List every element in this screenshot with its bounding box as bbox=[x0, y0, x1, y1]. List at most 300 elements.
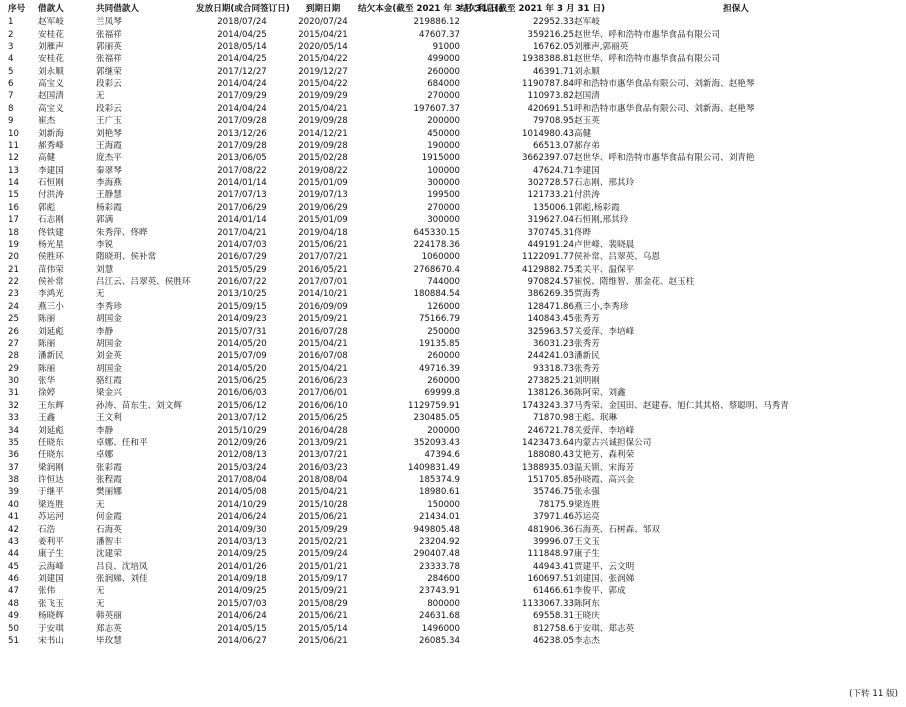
cell-coborrower: 无 bbox=[96, 598, 105, 609]
cell-coborrower: 韩英丽 bbox=[96, 611, 122, 622]
cell-guarantor: 柔关平、温保平 bbox=[574, 264, 635, 275]
cell-interest: 1938388.81 bbox=[522, 54, 574, 65]
cell-seq: 43 bbox=[8, 536, 19, 547]
cell-borrower: 佟铁建 bbox=[38, 227, 64, 238]
cell-interest: 481906.36 bbox=[527, 524, 574, 535]
cell-interest: 1388935.03 bbox=[522, 462, 574, 473]
cell-coborrower: 李静 bbox=[96, 425, 114, 436]
cell-coborrower: 潘智丰 bbox=[96, 536, 122, 547]
cell-coborrower: 张润娣、刘佳 bbox=[96, 574, 148, 585]
cell-seq: 42 bbox=[8, 524, 19, 535]
cell-interest: 35746.75 bbox=[532, 487, 574, 498]
cell-due-date: 2015/08/29 bbox=[298, 598, 348, 609]
cell-interest: 39996.07 bbox=[532, 536, 574, 547]
cell-due-date: 2019/12/27 bbox=[298, 66, 348, 77]
cell-due-date: 2015/09/21 bbox=[298, 586, 348, 597]
cell-borrower: 刘建国 bbox=[38, 574, 64, 585]
cell-interest: 420691.51 bbox=[527, 103, 574, 114]
cell-guarantor: 马秀荣、金国田、赵建春、旭仁其其格、蔡聪明、马秀青 bbox=[574, 400, 789, 411]
table-row bbox=[8, 301, 898, 313]
cell-guarantor: 赵世华、呼和浩特市惠华食品有限公司 bbox=[574, 29, 721, 40]
table-row bbox=[8, 622, 898, 634]
cell-issue-date: 2017/09/28 bbox=[217, 140, 267, 151]
cell-borrower: 苗伟荣 bbox=[38, 264, 64, 275]
table-row bbox=[8, 387, 898, 399]
cell-coborrower: 李秀珍 bbox=[96, 301, 122, 312]
cell-principal: 260000 bbox=[427, 66, 460, 77]
cell-issue-date: 2015/07/03 bbox=[217, 598, 267, 609]
cell-issue-date: 2012/09/26 bbox=[217, 437, 267, 448]
cell-interest: 69558.31 bbox=[532, 611, 574, 622]
table-row bbox=[8, 90, 898, 102]
cell-borrower: 李鸿光 bbox=[38, 289, 64, 300]
cell-issue-date: 2012/08/13 bbox=[217, 450, 267, 461]
cell-principal: 75166.79 bbox=[418, 314, 460, 325]
cell-borrower: 燕三小 bbox=[38, 301, 64, 312]
cell-principal: 200000 bbox=[427, 116, 460, 127]
table-row bbox=[8, 165, 898, 177]
cell-due-date: 2015/06/21 bbox=[298, 512, 348, 523]
cell-interest: 160697.51 bbox=[527, 574, 574, 585]
cell-seq: 7 bbox=[8, 91, 14, 102]
cell-interest: 135006.1 bbox=[532, 202, 574, 213]
table-row bbox=[8, 264, 898, 276]
cell-coborrower: 隋晓玥、侯补常 bbox=[96, 252, 157, 263]
cell-coborrower: 刘艳琴 bbox=[96, 128, 122, 139]
cell-seq: 15 bbox=[8, 190, 19, 201]
cell-interest: 16762.05 bbox=[532, 41, 574, 52]
cell-principal: 352093.43 bbox=[413, 437, 460, 448]
cell-coborrower: 刘金英 bbox=[96, 351, 122, 362]
cell-borrower: 李建国 bbox=[38, 165, 64, 176]
cell-borrower: 康子生 bbox=[38, 549, 64, 560]
table-row bbox=[8, 313, 898, 325]
cell-interest: 359216.25 bbox=[527, 29, 574, 40]
cell-borrower: 苏运河 bbox=[38, 512, 64, 523]
cell-coborrower: 郭继荣 bbox=[96, 66, 122, 77]
cell-coborrower: 杨彩霞 bbox=[96, 202, 122, 213]
cell-interest: 319627.04 bbox=[527, 215, 574, 226]
table-row bbox=[8, 115, 898, 127]
cell-principal: 800000 bbox=[427, 598, 460, 609]
cell-issue-date: 2014/05/15 bbox=[217, 623, 267, 634]
cell-due-date: 2020/05/14 bbox=[298, 41, 348, 52]
cell-principal: 450000 bbox=[427, 128, 460, 139]
cell-issue-date: 2014/05/08 bbox=[217, 487, 267, 498]
cell-principal: 200000 bbox=[427, 425, 460, 436]
cell-coborrower: 张福祥 bbox=[96, 54, 122, 65]
cell-due-date: 2016/06/23 bbox=[298, 376, 348, 387]
cell-borrower: 高健 bbox=[38, 153, 56, 164]
cell-due-date: 2015/05/14 bbox=[298, 623, 348, 634]
cell-coborrower: 毕玫慧 bbox=[96, 635, 122, 646]
cell-guarantor: 赵世华、呼和浩特市惠华食品有限公司、刘青艳 bbox=[574, 153, 755, 164]
header-guarantor: 担保人 bbox=[723, 4, 749, 14]
cell-due-date: 2015/06/25 bbox=[298, 413, 348, 424]
cell-coborrower: 无 bbox=[96, 499, 105, 510]
cell-due-date: 2016/09/09 bbox=[298, 301, 348, 312]
table-row bbox=[8, 239, 898, 251]
table-row bbox=[8, 635, 898, 647]
cell-issue-date: 2013/12/26 bbox=[217, 128, 267, 139]
cell-coborrower: 樊丽娜 bbox=[96, 487, 122, 498]
cell-issue-date: 2017/09/28 bbox=[217, 116, 267, 127]
cell-borrower: 许恒达 bbox=[38, 475, 64, 486]
table-row bbox=[8, 177, 898, 189]
cell-interest: 22952.33 bbox=[532, 17, 574, 28]
cell-coborrower: 胡国金 bbox=[96, 363, 122, 374]
cell-guarantor: 张秀芳 bbox=[574, 363, 600, 374]
cell-principal: 260000 bbox=[427, 351, 460, 362]
cell-interest: 46391.71 bbox=[532, 66, 574, 77]
cell-principal: 1915000 bbox=[421, 153, 460, 164]
cell-coborrower: 李海燕 bbox=[96, 178, 122, 189]
cell-principal: 21434.01 bbox=[418, 512, 460, 523]
cell-borrower: 刘新海 bbox=[38, 128, 64, 139]
cell-guarantor: 付洪涛 bbox=[574, 190, 600, 201]
cell-guarantor: 王文玉 bbox=[574, 536, 600, 547]
table-row bbox=[8, 152, 898, 164]
cell-seq: 6 bbox=[8, 79, 14, 90]
cell-due-date: 2019/09/28 bbox=[298, 140, 348, 151]
cell-due-date: 2020/07/24 bbox=[298, 17, 348, 28]
cell-interest: 1190787.84 bbox=[522, 79, 574, 90]
cell-principal: 260000 bbox=[427, 376, 460, 387]
cell-borrower: 王鑫 bbox=[38, 413, 56, 424]
header-issue-date: 发放日期(或合同签订日) bbox=[196, 4, 290, 14]
cell-interest: 4129882.75 bbox=[522, 264, 574, 275]
cell-principal: 2768670.4 bbox=[413, 264, 460, 275]
cell-principal: 180884.54 bbox=[413, 289, 460, 300]
header-borrower: 借款人 bbox=[38, 4, 64, 14]
cell-issue-date: 2014/06/27 bbox=[217, 635, 267, 646]
cell-coborrower: 卓娜 bbox=[96, 450, 114, 461]
cell-due-date: 2016/04/28 bbox=[298, 425, 348, 436]
cell-coborrower: 无 bbox=[96, 91, 105, 102]
cell-issue-date: 2017/06/29 bbox=[217, 202, 267, 213]
cell-interest: 128471.86 bbox=[527, 301, 574, 312]
cell-coborrower: 吕良、沈培凤 bbox=[96, 561, 148, 572]
cell-guarantor: 张永强 bbox=[574, 487, 600, 498]
cell-seq: 18 bbox=[8, 227, 19, 238]
cell-issue-date: 2018/07/24 bbox=[217, 17, 267, 28]
cell-borrower: 石恒刚 bbox=[38, 178, 64, 189]
cell-coborrower: 胡国金 bbox=[96, 314, 122, 325]
cell-interest: 370745.31 bbox=[527, 227, 574, 238]
cell-borrower: 陈丽 bbox=[38, 338, 56, 349]
table-row bbox=[8, 140, 898, 152]
cell-seq: 51 bbox=[8, 635, 19, 646]
cell-guarantor: 李建国 bbox=[574, 165, 600, 176]
cell-principal: 270000 bbox=[427, 202, 460, 213]
cell-seq: 2 bbox=[8, 29, 14, 40]
cell-due-date: 2019/08/22 bbox=[298, 165, 348, 176]
cell-coborrower: 骆红霞 bbox=[96, 376, 122, 387]
cell-coborrower: 何金霞 bbox=[96, 512, 122, 523]
table-row bbox=[8, 474, 898, 486]
cell-due-date: 2016/07/08 bbox=[298, 351, 348, 362]
cell-coborrower: 张程霞 bbox=[96, 475, 122, 486]
cell-due-date: 2015/04/22 bbox=[298, 79, 348, 90]
cell-interest: 138126.36 bbox=[527, 388, 574, 399]
cell-interest: 449191.24 bbox=[527, 239, 574, 250]
table-row bbox=[8, 127, 898, 139]
cell-coborrower: 郑志英 bbox=[96, 623, 122, 634]
cell-borrower: 张伟 bbox=[38, 586, 56, 597]
cell-coborrower: 王海霞 bbox=[96, 140, 122, 151]
cell-issue-date: 2014/06/24 bbox=[217, 512, 267, 523]
cell-guarantor: 陈阿东 bbox=[574, 598, 600, 609]
cell-guarantor: 刘永顺 bbox=[574, 66, 600, 77]
cell-issue-date: 2013/10/25 bbox=[217, 289, 267, 300]
cell-due-date: 2015/02/21 bbox=[298, 536, 348, 547]
cell-interest: 78175.9 bbox=[538, 499, 574, 510]
cell-coborrower: 王广玉 bbox=[96, 116, 122, 127]
cell-due-date: 2015/10/28 bbox=[298, 499, 348, 510]
cell-issue-date: 2015/07/31 bbox=[217, 326, 267, 337]
cell-guarantor: 陈阿荣、刘鑫 bbox=[574, 388, 626, 399]
cell-seq: 22 bbox=[8, 277, 19, 288]
table-row bbox=[8, 486, 898, 498]
cell-interest: 140843.45 bbox=[527, 314, 574, 325]
cell-coborrower: 李锐 bbox=[96, 239, 114, 250]
cell-due-date: 2015/04/21 bbox=[298, 363, 348, 374]
table-row bbox=[8, 214, 898, 226]
cell-borrower: 张飞玉 bbox=[38, 598, 64, 609]
cell-seq: 24 bbox=[8, 301, 19, 312]
cell-coborrower: 段彩云 bbox=[96, 103, 122, 114]
cell-issue-date: 2016/07/29 bbox=[217, 252, 267, 263]
cell-seq: 33 bbox=[8, 413, 19, 424]
cell-borrower: 陈丽 bbox=[38, 363, 56, 374]
cell-borrower: 云海峰 bbox=[38, 561, 64, 572]
cell-borrower: 赵军岐 bbox=[38, 17, 64, 28]
cell-coborrower: 无 bbox=[96, 289, 105, 300]
cell-interest: 188080.43 bbox=[527, 450, 574, 461]
cell-guarantor: 石志刚、邢其玲 bbox=[574, 178, 635, 189]
cell-due-date: 2015/01/09 bbox=[298, 215, 348, 226]
cell-coborrower: 石海英 bbox=[96, 524, 122, 535]
cell-interest: 47624.71 bbox=[532, 165, 574, 176]
cell-coborrower: 沈建荣 bbox=[96, 549, 122, 560]
cell-coborrower: 庞杰平 bbox=[96, 153, 122, 164]
table-row bbox=[8, 28, 898, 40]
cell-interest: 36031.23 bbox=[532, 338, 574, 349]
cell-principal: 185374.9 bbox=[418, 475, 460, 486]
cell-borrower: 安桂花 bbox=[38, 29, 64, 40]
cell-due-date: 2015/01/21 bbox=[298, 561, 348, 572]
cell-issue-date: 2015/09/15 bbox=[217, 301, 267, 312]
cell-principal: 190000 bbox=[427, 140, 460, 151]
cell-due-date: 2019/09/28 bbox=[298, 116, 348, 127]
cell-due-date: 2015/06/21 bbox=[298, 239, 348, 250]
cell-guarantor: 李志杰 bbox=[574, 635, 600, 646]
cell-seq: 14 bbox=[8, 178, 19, 189]
cell-issue-date: 2015/06/12 bbox=[217, 400, 267, 411]
table-row bbox=[8, 548, 898, 560]
cell-seq: 9 bbox=[8, 116, 14, 127]
header-due-date: 到期日期 bbox=[305, 4, 341, 14]
cell-guarantor: 呼和浩特市惠华食品有限公司、刘新海、赵艳琴 bbox=[574, 79, 755, 90]
cell-due-date: 2013/09/21 bbox=[298, 437, 348, 448]
cell-principal: 18980.61 bbox=[418, 487, 460, 498]
cell-issue-date: 2014/09/25 bbox=[217, 586, 267, 597]
cell-guarantor: 王晓庆 bbox=[574, 611, 600, 622]
cell-borrower: 杨晓辉 bbox=[38, 611, 64, 622]
cell-guarantor: 刘雁声,郭丽英 bbox=[574, 41, 629, 52]
cell-borrower: 付洪涛 bbox=[38, 190, 64, 201]
cell-seq: 37 bbox=[8, 462, 19, 473]
cell-due-date: 2015/06/21 bbox=[298, 635, 348, 646]
cell-guarantor: 石海英、石树森、邹双 bbox=[574, 524, 660, 535]
cell-interest: 244241.03 bbox=[527, 351, 574, 362]
cell-coborrower: 无 bbox=[96, 586, 105, 597]
cell-coborrower: 段彩云 bbox=[96, 79, 122, 90]
cell-interest: 66513.07 bbox=[532, 140, 574, 151]
cell-borrower: 赵国清 bbox=[38, 91, 64, 102]
loan-table bbox=[8, 2, 898, 647]
table-row bbox=[8, 573, 898, 585]
cell-due-date: 2017/07/21 bbox=[298, 252, 348, 263]
cell-borrower: 石浩 bbox=[38, 524, 56, 535]
cell-seq: 32 bbox=[8, 400, 19, 411]
cell-issue-date: 2013/07/12 bbox=[217, 413, 267, 424]
header-coborrower: 共同借款人 bbox=[96, 4, 139, 14]
cell-due-date: 2015/04/21 bbox=[298, 487, 348, 498]
cell-due-date: 2015/09/29 bbox=[298, 524, 348, 535]
cell-issue-date: 2014/09/18 bbox=[217, 574, 267, 585]
table-row bbox=[8, 251, 898, 263]
cell-issue-date: 2014/01/14 bbox=[217, 178, 267, 189]
cell-seq: 10 bbox=[8, 128, 19, 139]
cell-guarantor: 侯补常、吕翠英、乌恩 bbox=[574, 252, 660, 263]
cell-borrower: 于安琪 bbox=[38, 623, 64, 634]
cell-coborrower: 郭丽英 bbox=[96, 41, 122, 52]
cell-interest: 61466.61 bbox=[532, 586, 574, 597]
cell-due-date: 2019/09/29 bbox=[298, 91, 348, 102]
cell-principal: 126000 bbox=[427, 301, 460, 312]
cell-principal: 230485.05 bbox=[413, 413, 460, 424]
cell-issue-date: 2017/09/29 bbox=[217, 91, 267, 102]
cell-borrower: 刘延彪 bbox=[38, 425, 64, 436]
cell-issue-date: 2015/06/25 bbox=[217, 376, 267, 387]
cell-guarantor: 王彪、珉琳 bbox=[574, 413, 617, 424]
cell-issue-date: 2017/08/22 bbox=[217, 165, 267, 176]
cell-seq: 23 bbox=[8, 289, 19, 300]
cell-seq: 21 bbox=[8, 264, 19, 275]
cell-guarantor: 孙晓霞、高兴金 bbox=[574, 475, 635, 486]
cell-principal: 26085.34 bbox=[418, 635, 460, 646]
table-row bbox=[8, 449, 898, 461]
cell-borrower: 梁连胜 bbox=[38, 499, 64, 510]
cell-seq: 46 bbox=[8, 574, 19, 585]
cell-principal: 645330.15 bbox=[413, 227, 460, 238]
header-interest: 结欠利息(截至 2021 年 3 月 31 日) bbox=[460, 4, 606, 14]
cell-due-date: 2019/04/18 bbox=[298, 227, 348, 238]
cell-seq: 35 bbox=[8, 437, 19, 448]
cell-coborrower: 张福祥 bbox=[96, 29, 122, 40]
cell-issue-date: 2014/04/25 bbox=[217, 29, 267, 40]
cell-interest: 246721.78 bbox=[527, 425, 574, 436]
cell-issue-date: 2016/07/22 bbox=[217, 277, 267, 288]
cell-principal: 949805.48 bbox=[413, 524, 460, 535]
cell-principal: 23333.78 bbox=[418, 561, 460, 572]
cell-seq: 8 bbox=[8, 103, 14, 114]
table-body bbox=[8, 16, 898, 647]
table-row bbox=[8, 325, 898, 337]
table-row bbox=[8, 66, 898, 78]
cell-interest: 1743243.37 bbox=[522, 400, 574, 411]
cell-issue-date: 2015/05/29 bbox=[217, 264, 267, 275]
table-row bbox=[8, 189, 898, 201]
cell-guarantor: 赵玉英 bbox=[574, 116, 600, 127]
cell-issue-date: 2014/05/20 bbox=[217, 363, 267, 374]
cell-seq: 11 bbox=[8, 140, 19, 151]
cell-seq: 39 bbox=[8, 487, 19, 498]
cell-interest: 970824.57 bbox=[527, 277, 574, 288]
cell-borrower: 任晓东 bbox=[38, 437, 64, 448]
cell-borrower: 陈丽 bbox=[38, 314, 56, 325]
cell-due-date: 2015/04/21 bbox=[298, 338, 348, 349]
cell-principal: 1496000 bbox=[421, 623, 460, 634]
cell-issue-date: 2018/05/14 bbox=[217, 41, 267, 52]
cell-coborrower: 吕江云、吕翠英、侯胜环 bbox=[96, 277, 191, 288]
cell-interest: 1014980.43 bbox=[522, 128, 574, 139]
cell-interest: 93318.73 bbox=[532, 363, 574, 374]
cell-seq: 40 bbox=[8, 499, 19, 510]
cell-principal: 284600 bbox=[427, 574, 460, 585]
cell-principal: 290407.48 bbox=[413, 549, 460, 560]
cell-guarantor: 关爱萍、李培峰 bbox=[574, 425, 635, 436]
cell-guarantor: 康子生 bbox=[574, 549, 600, 560]
cell-borrower: 高宝义 bbox=[38, 79, 64, 90]
cell-coborrower: 梁金兴 bbox=[96, 388, 122, 399]
cell-interest: 121733.21 bbox=[527, 190, 574, 201]
cell-guarantor: 于安琪、郑志英 bbox=[574, 623, 635, 634]
cell-guarantor: 呼和浩特市惠华食品有限公司、刘新海、赵艳琴 bbox=[574, 103, 755, 114]
cell-borrower: 徐婷 bbox=[38, 388, 56, 399]
table-row bbox=[8, 511, 898, 523]
table-row bbox=[8, 375, 898, 387]
cell-principal: 150000 bbox=[427, 499, 460, 510]
cell-guarantor: 燕三小,李秀珍 bbox=[574, 301, 629, 312]
cell-principal: 24631.68 bbox=[418, 611, 460, 622]
cell-principal: 47394.6 bbox=[424, 450, 460, 461]
table-row bbox=[8, 41, 898, 53]
cell-guarantor: 张秀芳 bbox=[574, 314, 600, 325]
cell-guarantor: 石恒刚,邢其玲 bbox=[574, 215, 629, 226]
table-row bbox=[8, 561, 898, 573]
cell-interest: 44943.41 bbox=[532, 561, 574, 572]
cell-guarantor: 郝存弟 bbox=[574, 140, 600, 151]
cell-borrower: 安桂花 bbox=[38, 54, 64, 65]
table-row bbox=[8, 202, 898, 214]
cell-seq: 28 bbox=[8, 351, 19, 362]
cell-guarantor: 卢世峰、裴晓晨 bbox=[574, 239, 635, 250]
cell-due-date: 2015/09/21 bbox=[298, 314, 348, 325]
cell-issue-date: 2014/01/14 bbox=[217, 215, 267, 226]
cell-interest: 1122091.77 bbox=[522, 252, 574, 263]
cell-seq: 38 bbox=[8, 475, 19, 486]
cell-principal: 744000 bbox=[427, 277, 460, 288]
cell-seq: 50 bbox=[8, 623, 19, 634]
cell-due-date: 2016/05/21 bbox=[298, 264, 348, 275]
cell-interest: 386269.35 bbox=[527, 289, 574, 300]
cell-due-date: 2018/08/04 bbox=[298, 475, 348, 486]
cell-principal: 23743.91 bbox=[418, 586, 460, 597]
cell-issue-date: 2014/09/30 bbox=[217, 524, 267, 535]
cell-guarantor: 艾艳芳、森利荣 bbox=[574, 450, 635, 461]
